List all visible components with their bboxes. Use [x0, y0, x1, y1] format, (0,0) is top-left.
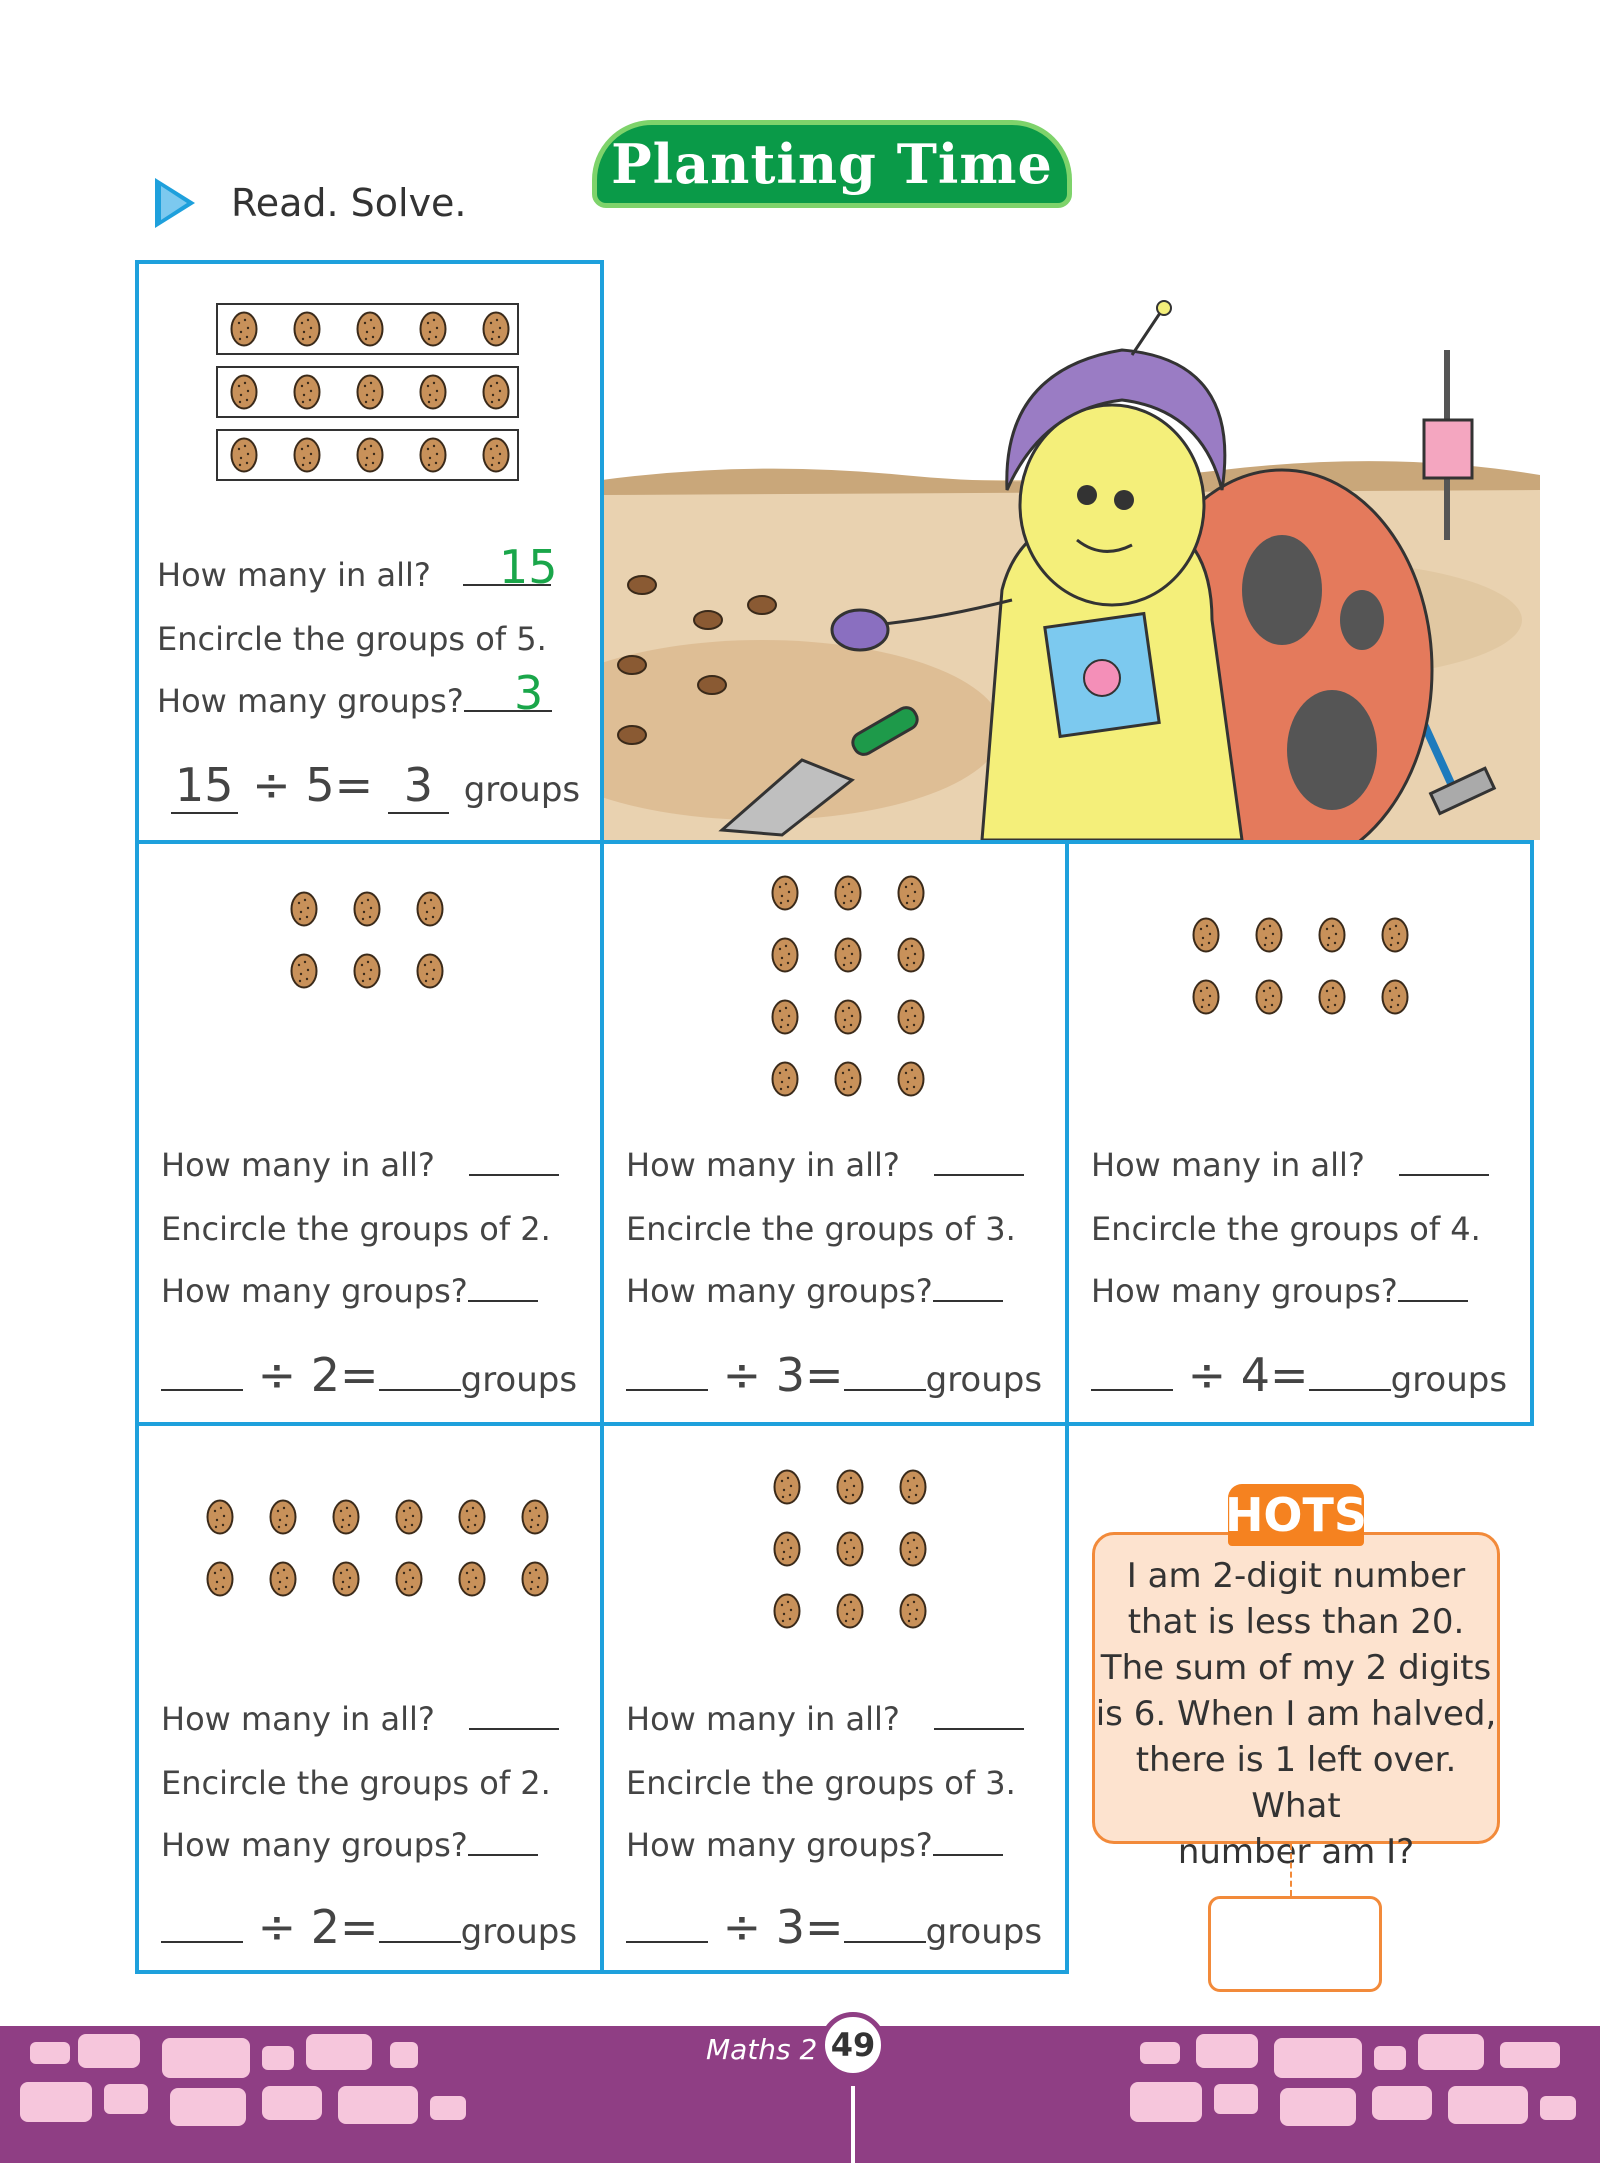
hots-line: number am I?	[1177, 1832, 1415, 1872]
eq-unit: groups	[460, 1912, 578, 1952]
dividend-blank[interactable]	[626, 1361, 708, 1391]
seed-icon	[898, 1530, 928, 1568]
eq-dividend: 15	[171, 758, 238, 814]
seed-icon	[229, 310, 259, 348]
seed-icon	[268, 1498, 298, 1536]
seed-icon	[355, 436, 385, 474]
seed-icon	[394, 1498, 424, 1536]
eq-unit: groups	[925, 1360, 1043, 1400]
quotient-blank[interactable]	[379, 1913, 461, 1943]
seed-icon	[331, 1560, 361, 1598]
seed-icon	[833, 936, 863, 974]
question-total-text: How many in all?	[161, 1146, 435, 1184]
seed-icon	[457, 1498, 487, 1536]
eq-unit: groups	[925, 1912, 1043, 1952]
seed-icon	[1191, 916, 1221, 954]
seed-icon	[457, 1560, 487, 1598]
seed-icon	[896, 1060, 926, 1098]
quotient-blank[interactable]	[379, 1361, 461, 1391]
title-banner	[592, 120, 1072, 208]
question-total-text: How many in all?	[161, 1700, 435, 1738]
question-groups-text: How many groups?	[626, 1272, 933, 1310]
seed-icon	[835, 1592, 865, 1630]
play-arrow-icon	[155, 178, 207, 228]
division-equation	[171, 758, 580, 812]
seed-icon	[770, 874, 800, 912]
seed-icon	[481, 373, 511, 411]
division-equation	[626, 1348, 1042, 1402]
eq-quotient: 3	[388, 758, 449, 814]
question-groups	[161, 1272, 538, 1310]
seed-icon	[355, 373, 385, 411]
hots-line: The sum of my 2 digits	[1100, 1648, 1492, 1688]
seed-icon	[1317, 978, 1347, 1016]
seed-icon	[394, 1560, 424, 1598]
quotient-blank[interactable]	[1309, 1361, 1391, 1391]
question-encircle: Encircle the groups of 5.	[157, 620, 547, 658]
seed-icon	[289, 890, 319, 928]
question-encircle: Encircle the groups of 2.	[161, 1210, 551, 1248]
seed-icon	[835, 1468, 865, 1506]
example-cell	[135, 260, 604, 844]
question-groups	[626, 1272, 1003, 1310]
question-total	[157, 556, 551, 594]
seed-icon	[835, 1530, 865, 1568]
seed-icon	[520, 1560, 550, 1598]
instruction-text: Read. Solve.	[231, 181, 467, 225]
hots-tag: HOTS	[1228, 1484, 1364, 1546]
problem-cell	[600, 840, 1069, 1426]
problem-cell	[135, 840, 604, 1426]
division-equation	[161, 1348, 577, 1402]
question-groups-text: How many groups?	[161, 1272, 468, 1310]
quotient-blank[interactable]	[844, 1913, 926, 1943]
quotient-blank[interactable]	[844, 1361, 926, 1391]
seed-icon	[481, 310, 511, 348]
seed-icon	[415, 890, 445, 928]
seed-icon	[898, 1468, 928, 1506]
answer-blank[interactable]	[933, 1826, 1003, 1856]
seed-icon	[896, 874, 926, 912]
answer-groups: 3	[514, 666, 544, 720]
problem-cell	[135, 1422, 604, 1974]
eq-divisor: ÷ 3=	[722, 1348, 844, 1402]
seed-icon	[833, 1060, 863, 1098]
hots-line: that is less than 20.	[1127, 1602, 1465, 1642]
seed-icon	[205, 1560, 235, 1598]
dividend-blank[interactable]	[161, 1913, 243, 1943]
seed-icon	[229, 373, 259, 411]
seed-icon	[1380, 978, 1410, 1016]
seed-icon	[352, 890, 382, 928]
answer-blank[interactable]	[934, 1700, 1024, 1730]
seed-icon	[1254, 916, 1284, 954]
question-total	[161, 1700, 559, 1738]
seed-icon	[772, 1592, 802, 1630]
problem-cell	[1065, 840, 1534, 1426]
eq-divisor: ÷ 2=	[257, 1900, 379, 1954]
seed-icon	[418, 436, 448, 474]
hots-question	[1092, 1553, 1500, 1875]
question-groups	[161, 1826, 538, 1864]
seed-icon	[896, 998, 926, 1036]
question-total-text: How many in all?	[626, 1146, 900, 1184]
eq-divisor: ÷ 2=	[257, 1348, 379, 1402]
dividend-blank[interactable]	[161, 1361, 243, 1391]
division-equation	[626, 1900, 1042, 1954]
seed-icon	[418, 310, 448, 348]
seed-icon	[772, 1468, 802, 1506]
seed-icon	[331, 1498, 361, 1536]
answer-blank[interactable]	[469, 1146, 559, 1176]
problem-cell	[600, 1422, 1069, 1974]
hots-answer-box[interactable]	[1208, 1896, 1382, 1992]
seed-icon	[833, 998, 863, 1036]
hots-connector	[1290, 1844, 1292, 1896]
answer-blank[interactable]	[469, 1700, 559, 1730]
answer-blank[interactable]	[933, 1272, 1003, 1302]
question-groups-text: How many groups?	[157, 682, 464, 720]
question-encircle: Encircle the groups of 2.	[161, 1764, 551, 1802]
hots-line: I am 2-digit number	[1126, 1556, 1466, 1596]
hots-line: is 6. When I am halved,	[1095, 1694, 1497, 1734]
question-groups	[1091, 1272, 1468, 1310]
seed-icon	[520, 1498, 550, 1536]
seed-icon	[289, 952, 319, 990]
eq-unit: groups	[463, 770, 581, 810]
page-number: 49	[820, 2012, 886, 2078]
question-groups	[157, 682, 552, 720]
question-total-text: How many in all?	[626, 1700, 900, 1738]
seed-icon	[205, 1498, 235, 1536]
seed-icon	[481, 436, 511, 474]
question-total	[161, 1146, 559, 1184]
seed-icon	[772, 1530, 802, 1568]
question-groups-text: How many groups?	[626, 1826, 933, 1864]
question-total	[1091, 1146, 1489, 1184]
seed-icon	[1317, 916, 1347, 954]
seed-icon	[1191, 978, 1221, 1016]
seed-icon	[355, 310, 385, 348]
eq-divisor: ÷ 5=	[252, 758, 374, 812]
question-encircle: Encircle the groups of 3.	[626, 1764, 1016, 1802]
seed-icon	[896, 936, 926, 974]
seed-icon	[770, 998, 800, 1036]
seed-icon	[292, 436, 322, 474]
answer-blank[interactable]	[934, 1146, 1024, 1176]
seed-icon	[292, 310, 322, 348]
seed-icon	[1254, 978, 1284, 1016]
seed-icon	[770, 1060, 800, 1098]
seed-icon	[229, 436, 259, 474]
question-encircle: Encircle the groups of 4.	[1091, 1210, 1481, 1248]
footer-book-title: Maths 2	[706, 2033, 818, 2066]
hots-line: there is 1 left over. What	[1135, 1740, 1457, 1826]
question-groups	[626, 1826, 1003, 1864]
question-groups-text: How many groups?	[161, 1826, 468, 1864]
seed-icon	[292, 373, 322, 411]
answer-blank[interactable]	[468, 1826, 538, 1856]
seed-icon	[1380, 916, 1410, 954]
seed-icon	[418, 373, 448, 411]
division-equation	[161, 1900, 577, 1954]
division-equation	[1091, 1348, 1507, 1402]
eq-unit: groups	[460, 1360, 578, 1400]
seed-icon	[415, 952, 445, 990]
dividend-blank[interactable]	[626, 1913, 708, 1943]
seed-icon	[352, 952, 382, 990]
instruction	[155, 178, 467, 228]
seed-icon	[770, 936, 800, 974]
planting-illustration	[602, 290, 1540, 840]
question-total	[626, 1146, 1024, 1184]
eq-unit: groups	[1390, 1360, 1508, 1400]
eq-divisor: ÷ 4=	[1187, 1348, 1309, 1402]
seed-icon	[268, 1560, 298, 1598]
page-title: Planting Time	[611, 132, 1053, 196]
seed-icon	[898, 1592, 928, 1630]
answer-blank[interactable]	[1399, 1146, 1489, 1176]
question-total	[626, 1700, 1024, 1738]
answer-blank[interactable]	[1398, 1272, 1468, 1302]
question-total-text: How many in all?	[157, 556, 431, 594]
answer-total: 15	[499, 540, 558, 594]
question-encircle: Encircle the groups of 3.	[626, 1210, 1016, 1248]
eq-divisor: ÷ 3=	[722, 1900, 844, 1954]
question-total-text: How many in all?	[1091, 1146, 1365, 1184]
question-groups-text: How many groups?	[1091, 1272, 1398, 1310]
answer-blank[interactable]	[468, 1272, 538, 1302]
dividend-blank[interactable]	[1091, 1361, 1173, 1391]
seed-icon	[833, 874, 863, 912]
